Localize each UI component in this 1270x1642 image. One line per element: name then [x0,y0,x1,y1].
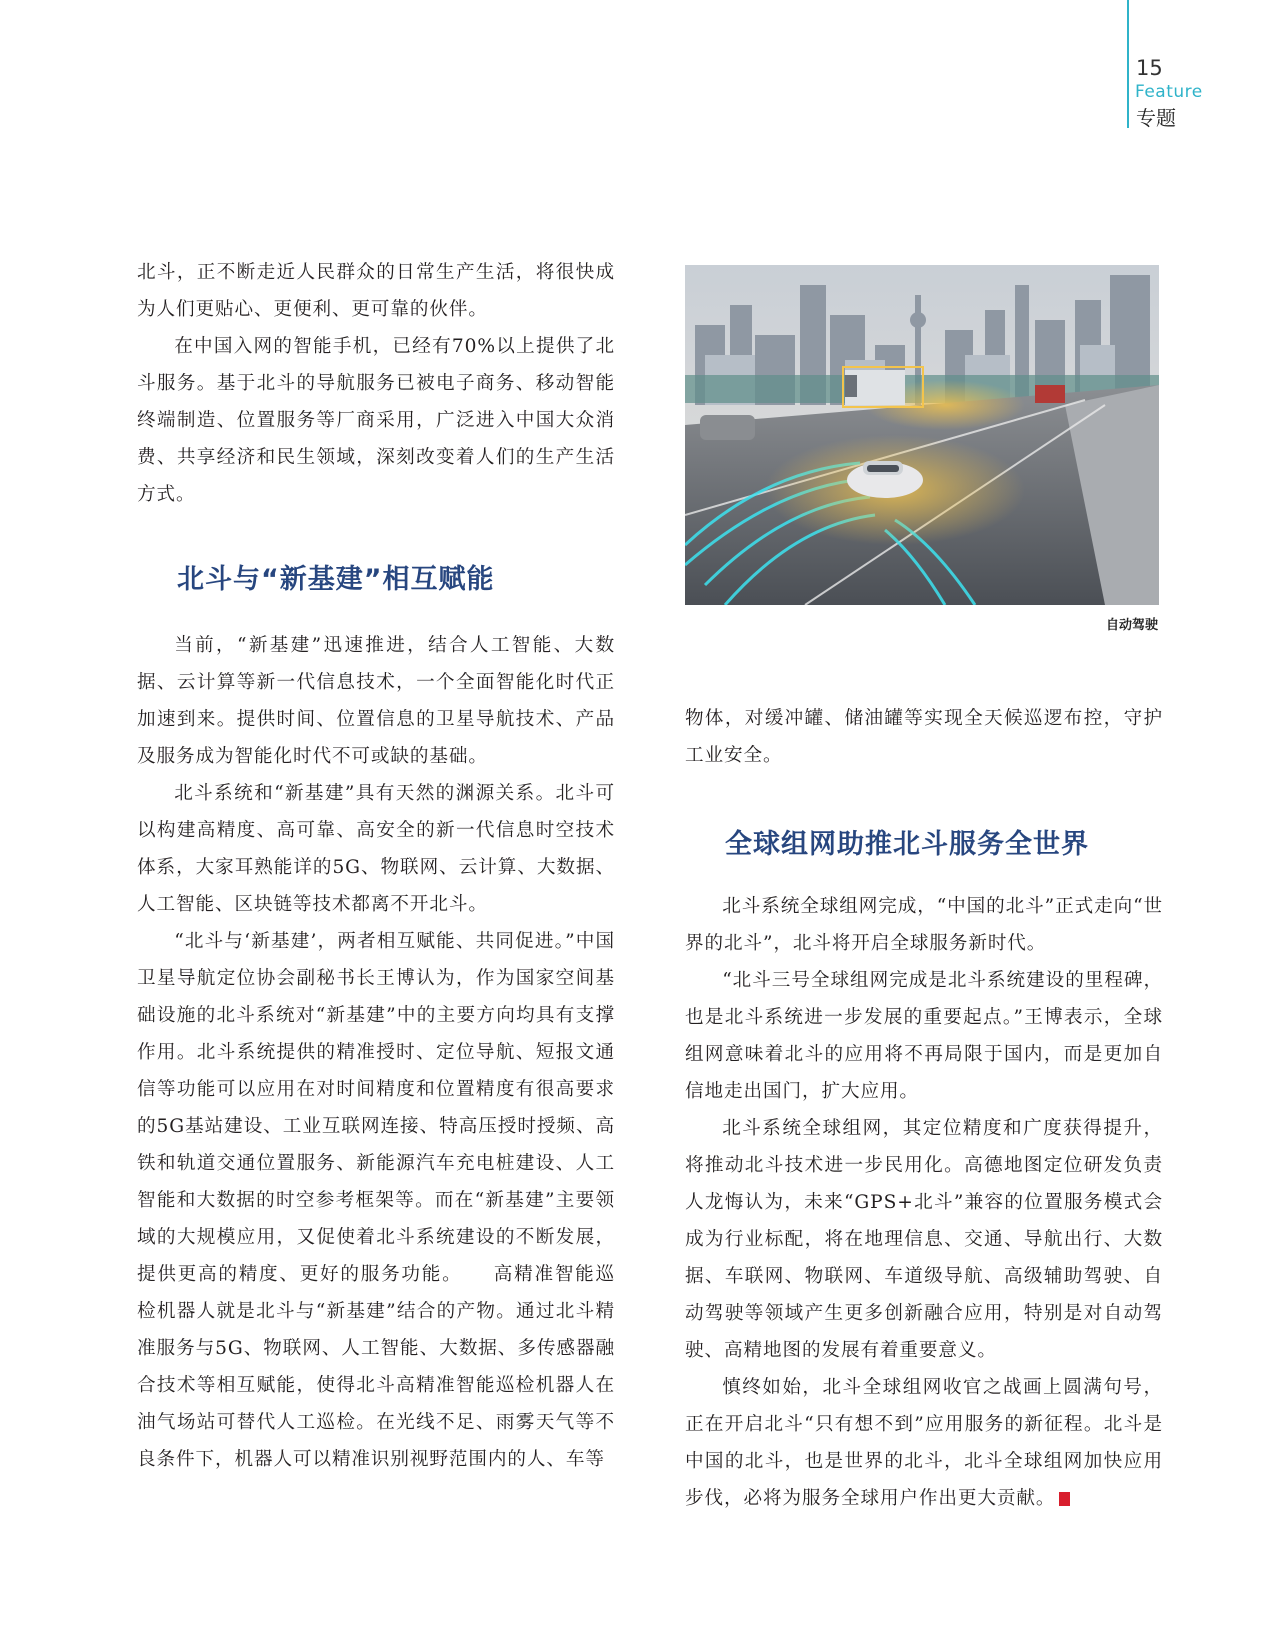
paragraph: 物体，对缓冲罐、储油罐等实现全天候巡逻布控，守护工业安全。 [685,708,1163,766]
paragraph: 北斗系统和“新基建”具有天然的渊源关系。北斗可以构建高精度、高可靠、高安全的新一代信息时空技术体系，大家耳熟能详的5G、物联网、云计算、大数据、人工智能、区块链等技术都离不开北斗。 [137,783,615,915]
autonomous-driving-photo [685,265,1159,605]
left-intro [137,254,615,513]
paragraph-text: 慎终如始，北斗全球组网收官之战画上圆满句号，正在开启北斗“只有想不到”应用服务的新征程。北斗是中国的北斗，也是世界的北斗，北斗全球组网加快应用步伐，必将为服务全球用户作出更大贡献。 [685,1377,1163,1509]
end-mark-icon: s [1059,1492,1070,1506]
right-body [685,888,1163,1517]
left-body [137,627,615,1478]
paragraph: 北斗，正不断走近人民群众的日常生产生活，将很快成为人们更贴心、更便利、更可靠的伙伴。 [137,262,615,320]
paragraph: 在中国入网的智能手机，已经有70%以上提供了北斗服务。基于北斗的导航服务已被电子商务、移动智能终端制造、位置服务等厂商采用，广泛进入中国大众消费、共享经济和民生领域，深刻改变着人们的生产生活方式。 [137,336,615,505]
section-heading-right [685,822,1163,861]
paragraph: “北斗与‘新基建’，两者相互赋能、共同促进。”中国卫星导航定位协会副秘书长王博认为，作为国家空间基础设施的北斗系统对“新基建”中的主要方向均具有支撑作用。北斗系统提供的精准授时、定位导航、短报文通信等功能可以应用在对时间精度和位置精度有很高要求的5G基站建设、工业互联网连接、特高压授时授频、高铁和轨道交通位置服务、新能源汽车充电桩建设、人工智能和大数据的时空参考框架等。而在“新基建”主要领域的大规模应用，又促使着北斗系统建设的不断发展，提供更高的精度、更好的服务功能。 高精准智能巡检机器人就是北斗与“新基建”结合的产物。通过北斗精准服务与5G、物联网、人工智能、大数据、多传感器融合技术等相互赋能，使得北斗高精准智能巡检机器人在油气场站可替代人工巡检。在光线不足、雨雾天气等不良条件下，机器人可以精准识别视野范围内的人、车等 [137,931,615,1470]
heading: 全球组网助推北斗服务全世界 [725,829,1089,860]
paragraph: 北斗系统全球组网完成，“中国的北斗”正式走向“世界的北斗”，北斗将开启全球服务新时代。 [685,896,1163,954]
section-label-cn: 专题 [1136,106,1176,130]
paragraph: “北斗三号全球组网完成是北斗系统建设的里程碑，也是北斗系统进一步发展的重要起点。”王博表示，全球组网意味着北斗的应用将不再局限于国内，而是更加自信地走出国门，扩大应用。 [685,970,1163,1102]
heading: 北斗与“新基建”相互赋能 [177,564,495,595]
photo-caption: 自动驾驶 [1105,618,1158,633]
section-heading-left [137,557,615,596]
section-label-en: Feature [1135,82,1203,102]
page-number: 15 [1136,56,1163,80]
header-divider [1127,0,1129,128]
paragraph: 当前，“新基建”迅速推进，结合人工智能、大数据、云计算等新一代信息技术，一个全面智能化时代正加速到来。提供时间、位置信息的卫星导航技术、产品及服务成为智能化时代不可或缺的基础。 [137,635,615,767]
paragraph [685,1369,1163,1517]
paragraph: 北斗系统全球组网，其定位精度和广度获得提升，将推动北斗技术进一步民用化。高德地图定位研发负责人龙悔认为，未来“GPS+北斗”兼容的位置服务模式会成为行业标配，将在地理信息、交通、导航出行、大数据、车联网、物联网、车道级导航、高级辅助驾驶、自动驾驶等领域产生更多创新融合应用，特别是对自动驾驶、高精地图的发展有着重要意义。 [685,1118,1163,1361]
right-continued [685,700,1163,774]
